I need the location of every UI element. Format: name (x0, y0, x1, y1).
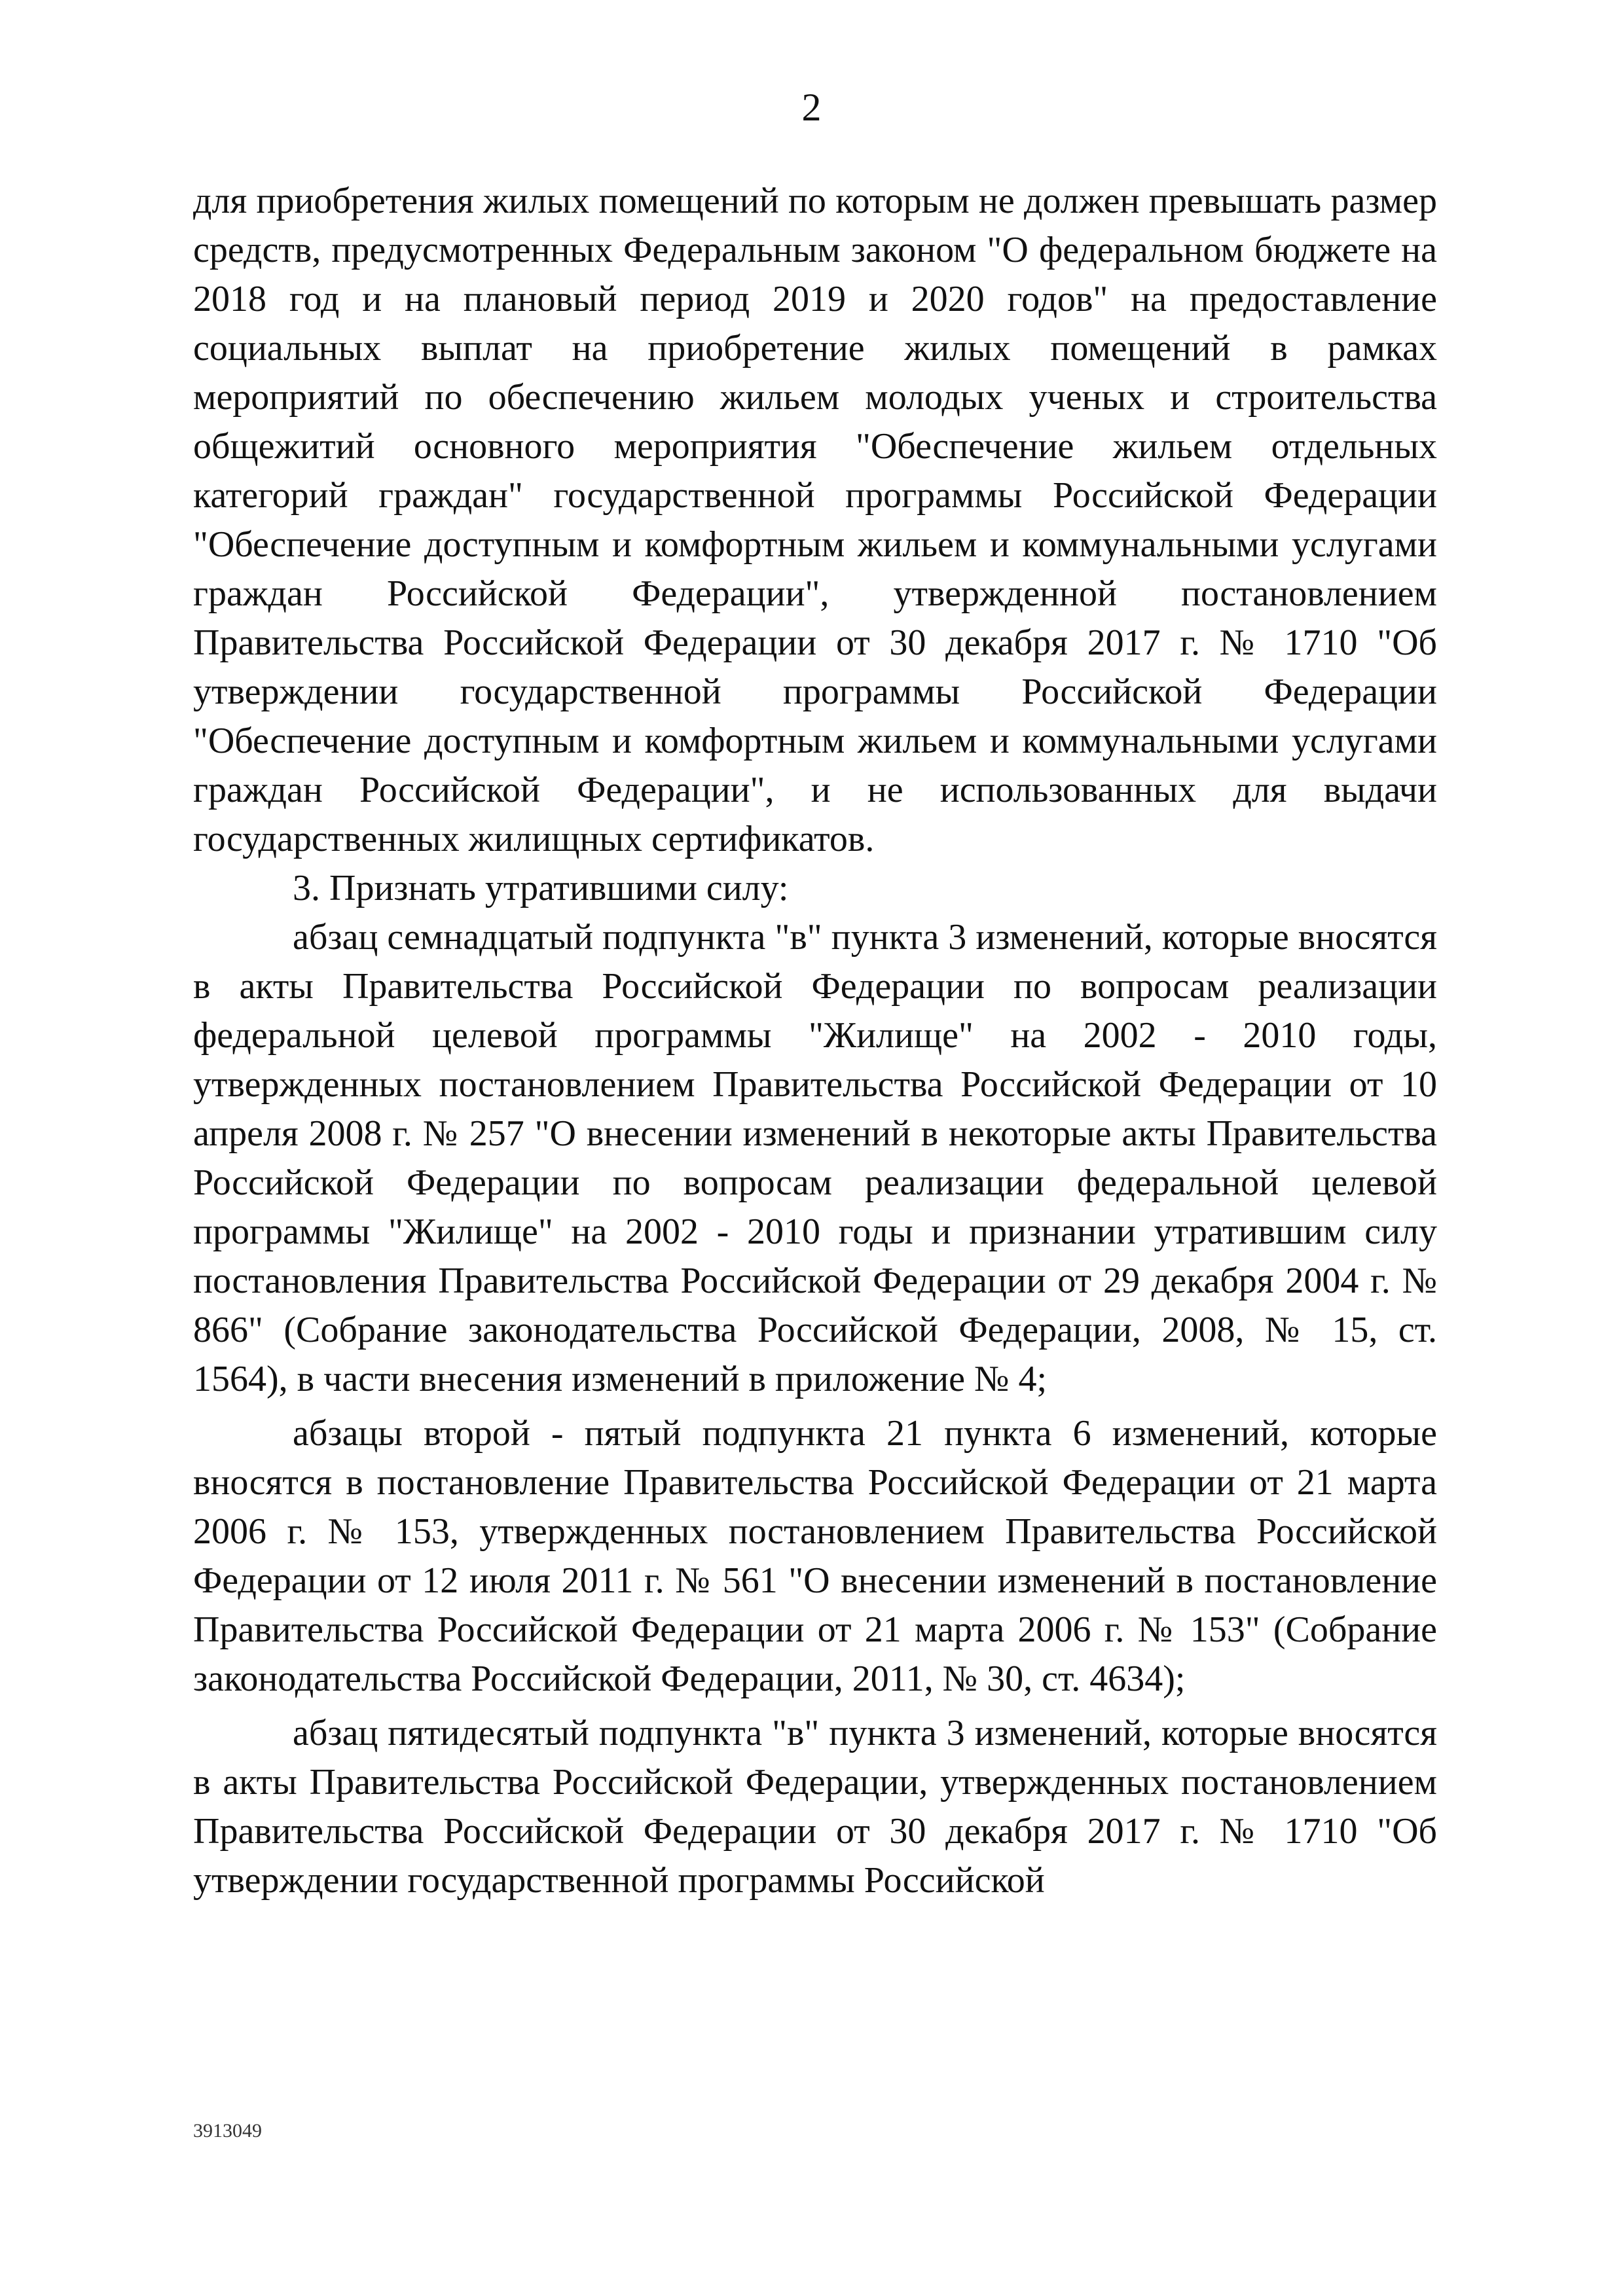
paragraph-continuation: для приобретения жилых помещений по которым не должен превышать размер средств, предусмотренных Федеральным законом "О федеральном бюджете на 2018 год и на плановый период 2019 и 2020 годов" на предоставление социальных выплат на приобретение жилых помещений в рамках мероприятий по обеспечению жильем молодых ученых и строительства общежитий основного мероприятия "Обеспечение жильем отдельных категорий граждан" государственной программы Российской Федерации "Обеспечение доступным и комфортным жильем и коммунальными услугами граждан Российской Федерации", утвержденной постановлением Правительства Российской Федерации от 30 декабря 2017 г. № 1710 "Об утверждении государственной программы Российской Федерации "Обеспечение доступным и комфортным жильем и коммунальными услугами граждан Российской Федерации", и не использованных для выдачи государственных жилищных сертификатов. (193, 181, 1437, 859)
document-code: 3913049 (193, 2120, 262, 2142)
paragraph-item-3-heading: 3. Признать утратившими силу: (293, 868, 789, 908)
page-number: 2 (801, 86, 822, 129)
paragraph-repeal-2017: абзац пятидесятый подпункта "в" пункта 3 изменений, которые вносятся в акты Правительства Российской Федерации, утвержденных постановлением Правительства Российской Федерации от 30 декабря 2017 г. № 1710 "Об утверждении государственной программы Российской (193, 1713, 1437, 1901)
paragraph-repeal-2011: абзацы второй - пятый подпункта 21 пункта 6 изменений, которые вносятся в постановление Правительства Российской Федерации от 21 марта 2006 г. № 153, утвержденных постановлением Правительства Российской Федерации от 12 июля 2011 г. № 561 "О внесении изменений в постановление Правительства Российской Федерации от 21 марта 2006 г. № 153" (Собрание законодательства Российской Федерации, 2011, № 30, ст. 4634); (193, 1413, 1437, 1699)
paragraph-repeal-2008: абзац семнадцатый подпункта "в" пункта 3 изменений, которые вносятся в акты Правительства Российской Федерации по вопросам реализации федеральной целевой программы "Жилище" на 2002 - 2010 годы, утвержденных постановлением Правительства Российской Федерации от 10 апреля 2008 г. № 257 "О внесении изменений в некоторые акты Правительства Российской Федерации по вопросам реализации федеральной целевой программы "Жилище" на 2002 - 2010 годы и признании утратившим силу постановления Правительства Российской Федерации от 29 декабря 2004 г. № 866" (Собрание законодательства Российской Федерации, 2008, № 15, ст. 1564), в части внесения изменений в приложение № 4; (193, 917, 1437, 1399)
document-body (193, 177, 1437, 1905)
